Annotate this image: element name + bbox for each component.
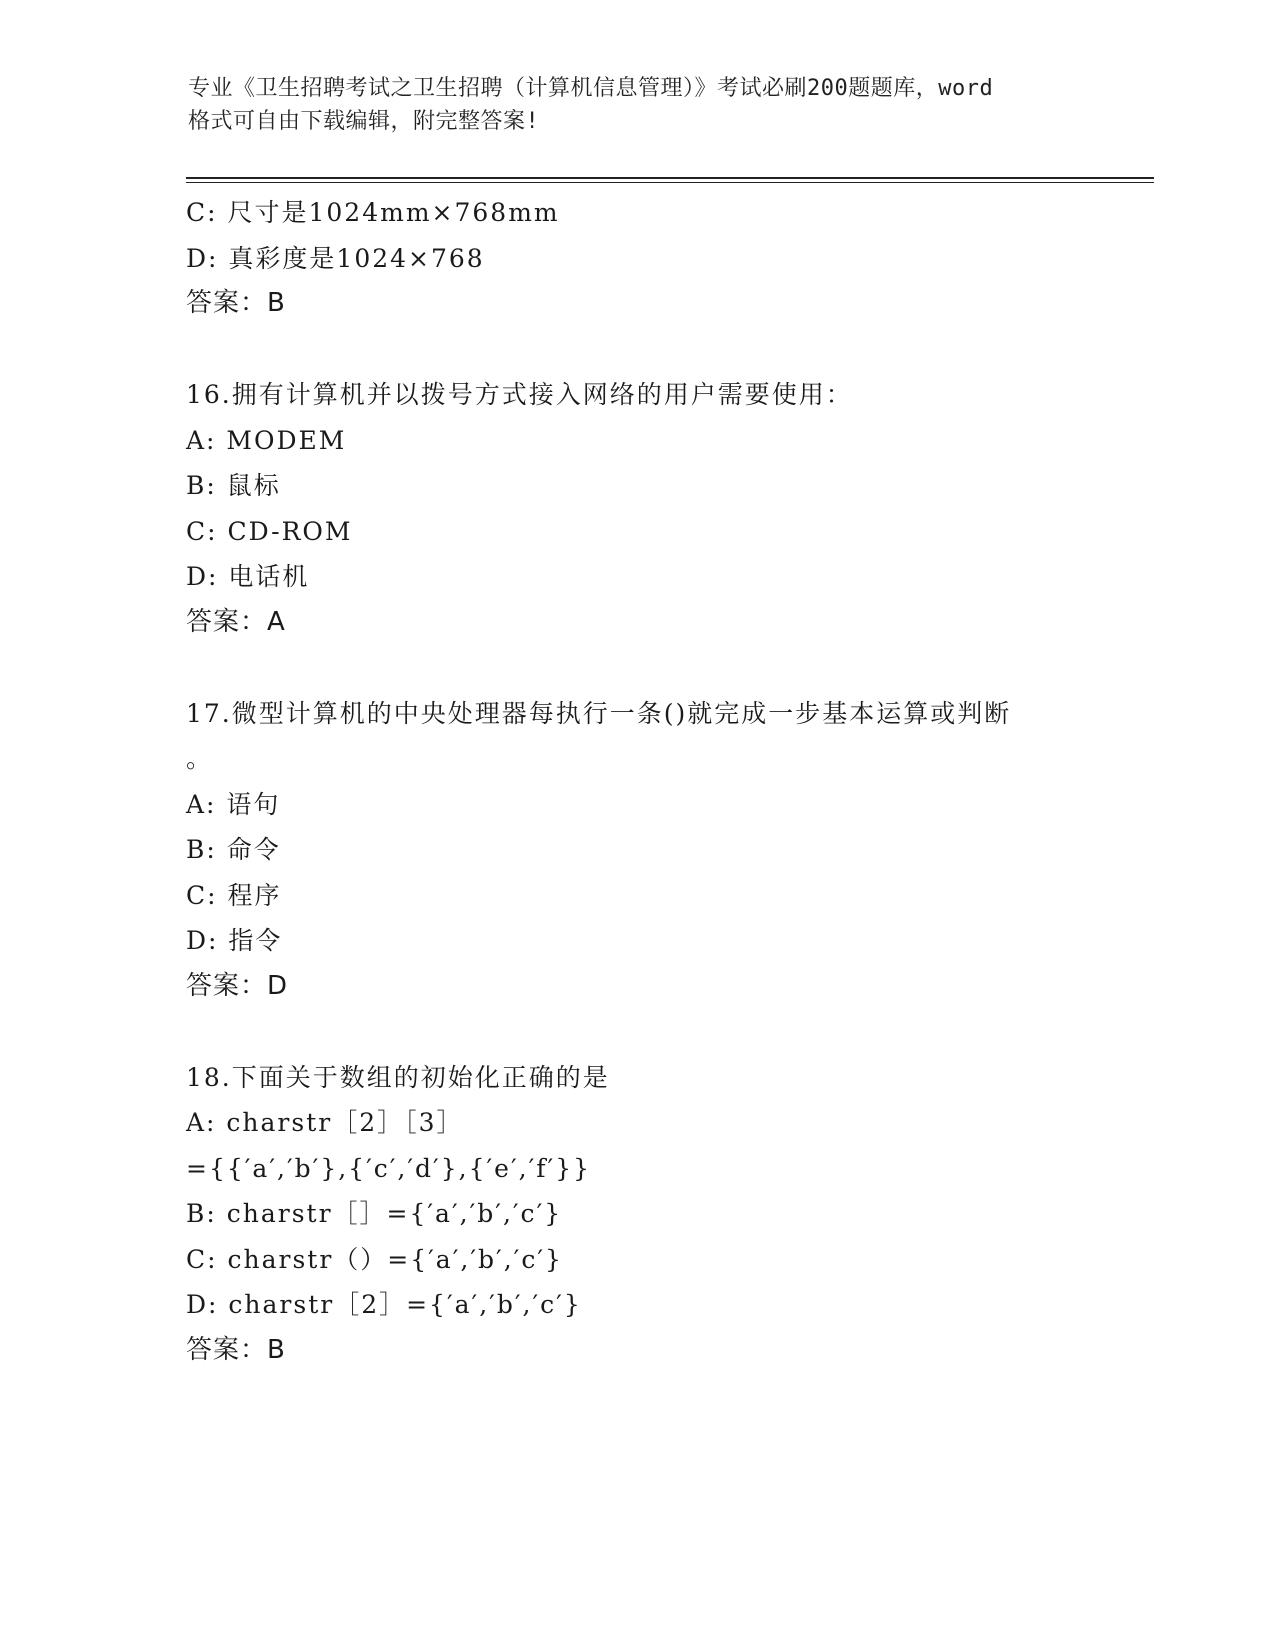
answer-label: 答案：D (186, 970, 289, 1001)
option-b: B: charstr［］={′a′,′b′,′c′} (186, 1199, 563, 1228)
header-title-line-2: 格式可自由下载编辑，附完整答案! (188, 109, 540, 134)
question-spacer (186, 327, 1146, 373)
option-b: B: 命令 (186, 835, 281, 864)
option-a: A: MODEM (186, 425, 347, 455)
option-a-line-2: ={{′a′,′b′},{′c′,′d′},{′e′,′f′}} (186, 1153, 592, 1183)
option-c: C: 尺寸是1024mm×768mm (186, 198, 560, 227)
option-c: C: CD-ROM (186, 516, 353, 546)
option-c: C: 程序 (186, 880, 282, 910)
answer-label: 答案：B (186, 1334, 286, 1365)
question-15-tail (186, 190, 1146, 327)
question-18 (186, 1055, 1146, 1374)
option-d: D: 真彩度是1024×768 (186, 243, 485, 273)
question-text-line-1: 17.微型计算机的中央处理器每执行一条()就完成一步基本运算或判断 (186, 698, 1012, 728)
option-c: C: charstr（）={′a′,′b′,′c′} (186, 1244, 563, 1274)
question-17 (186, 691, 1146, 1010)
question-list (186, 190, 1146, 1373)
question-text-line-2: 。 (186, 744, 214, 773)
header-rule-thick (186, 177, 1154, 179)
option-a: A: 语句 (186, 789, 281, 819)
answer-label: 答案：B (186, 288, 286, 318)
option-d: D: 电话机 (186, 562, 310, 591)
header-rule-thin (186, 182, 1154, 183)
question-16 (186, 372, 1146, 645)
document-header (188, 72, 1088, 138)
question-text: 18.下面关于数组的初始化正确的是 (186, 1062, 610, 1092)
header-title-line-1: 专业《卫生招聘考试之卫生招聘（计算机信息管理）》考试必刷200题题库，word (188, 76, 994, 101)
option-a-line-1: A: charstr［2］［3］ (186, 1108, 464, 1137)
option-b: B: 鼠标 (186, 471, 281, 500)
question-spacer (186, 645, 1146, 691)
option-d: D: charstr［2］={′a′,′b′,′c′} (186, 1290, 582, 1319)
answer-label: 答案：A (186, 606, 286, 637)
question-spacer (186, 1009, 1146, 1055)
question-text: 16.拥有计算机并以拨号方式接入网络的用户需要使用： (186, 380, 853, 409)
option-d: D: 指令 (186, 926, 283, 955)
